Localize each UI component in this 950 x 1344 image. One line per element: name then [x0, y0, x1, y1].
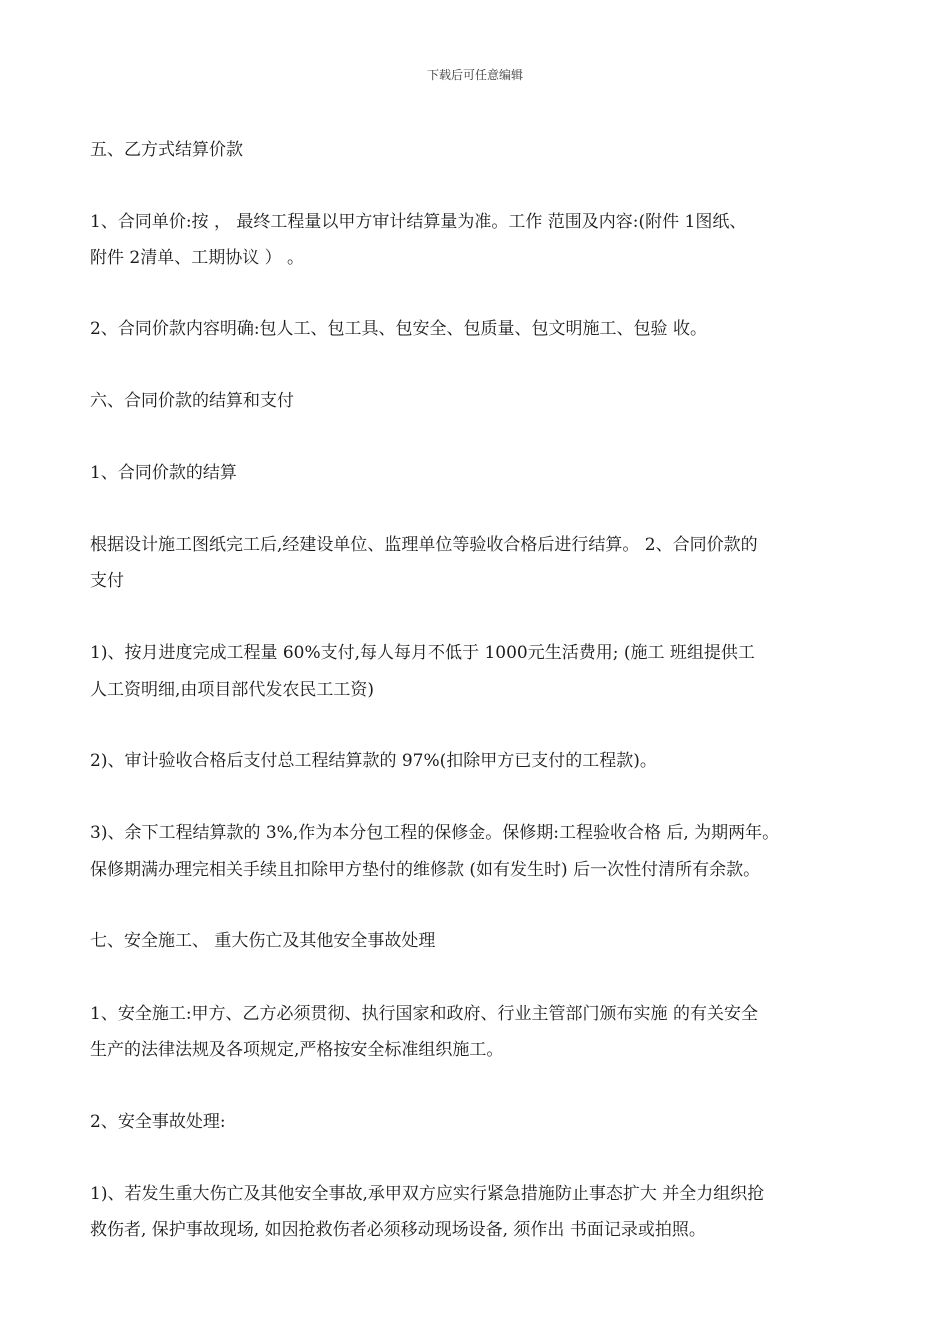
paragraph-line: 1、安全施工:甲方、乙方必须贯彻、执行国家和政府、行业主管部门颁布实施 的有关安全 [90, 1004, 758, 1024]
paragraph-line: 附件 2清单、工期协议 ） 。 [90, 248, 305, 268]
page-header: 下载后可任意编辑 [426, 68, 523, 82]
section-heading-5: 五、乙方式结算价款 [90, 140, 243, 160]
section-heading-7: 七、安全施工、 重大伤亡及其他安全事故处理 [90, 931, 436, 951]
paragraph-line: 根据设计施工图纸完工后,经建设单位、监理单位等验收合格后进行结算。 2、合同价款的 [90, 535, 758, 555]
subsection-heading: 2、安全事故处理: [90, 1112, 226, 1132]
paragraph-line: 1)、若发生重大伤亡及其他安全事故,承甲双方应实行紧急措施防止事态扩大 并全力组织抢 [90, 1184, 765, 1204]
paragraph-line: 2)、审计验收合格后支付总工程结算款的 97%(扣除甲方已支付的工程款)。 [90, 751, 657, 771]
subsection-heading: 1、合同价款的结算 [90, 463, 237, 483]
paragraph-line: 1)、按月进度完成工程量 60%支付,每人每月不低于 1000元生活费用; (施工 班组提供工 [90, 643, 755, 663]
paragraph-line: 3)、余下工程结算款的 3%,作为本分包工程的保修金。保修期:工程验收合格 后, 为期两年。 [90, 823, 780, 843]
paragraph-line: 支付 [90, 571, 124, 591]
paragraph-line: 1、合同单价:按 ， 最终工程量以甲方审计结算量为准。工作 范围及内容:(附件 1图纸、 [90, 212, 747, 232]
section-heading-6: 六、合同价款的结算和支付 [90, 391, 294, 411]
paragraph-line: 保修期满办理完相关手续且扣除甲方垫付的维修款 (如有发生时) 后一次性付清所有余款。 [90, 860, 761, 880]
paragraph-line: 2、合同价款内容明确:包人工、包工具、包安全、包质量、包文明施工、包验 收。 [90, 319, 707, 339]
paragraph-line: 救伤者, 保护事故现场, 如因抢救伤者必须移动现场设备, 须作出 书面记录或拍照。 [90, 1220, 706, 1240]
paragraph-line: 生产的法律法规及各项规定,严格按安全标准组织施工。 [90, 1040, 504, 1060]
paragraph-line: 人工资明细,由项目部代发农民工工资) [90, 680, 375, 700]
